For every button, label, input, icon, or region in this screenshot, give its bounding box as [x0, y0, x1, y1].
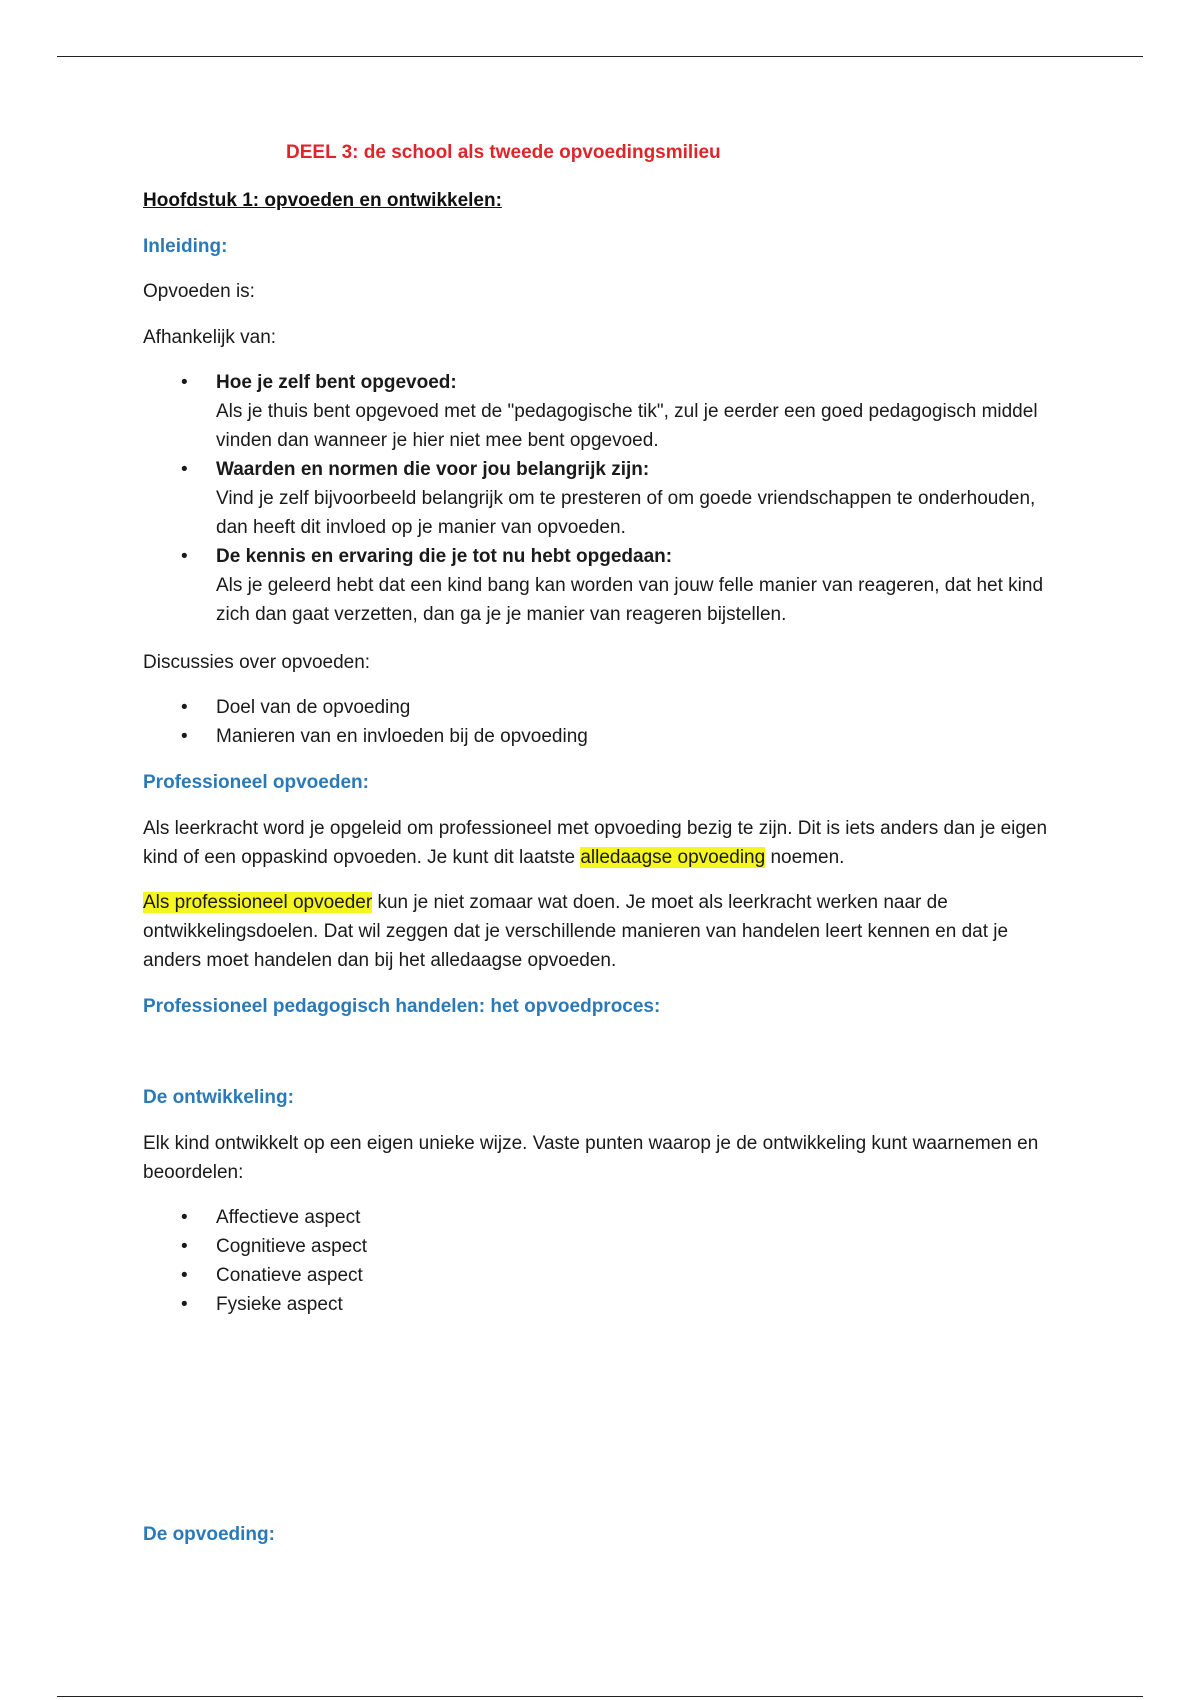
heading-pedagogisch-handelen: Professioneel pedagogisch handelen: het opvoedproces:: [143, 996, 661, 1017]
list-item-title: Hoe je zelf bent opgevoed:: [216, 372, 457, 393]
bullet-icon: •: [181, 697, 188, 718]
chapter-title: Hoofdstuk 1: opvoeden en ontwikkelen:: [143, 190, 502, 211]
top-rule: [57, 56, 1143, 57]
list-item: [143, 368, 1063, 455]
list-item: [143, 1232, 1063, 1261]
heading-opvoeding: De opvoeding:: [143, 1524, 275, 1545]
bullet-icon: •: [181, 372, 188, 393]
ontwikkeling-list: [143, 1203, 1063, 1319]
list-item-text: Als je geleerd hebt dat een kind bang kan worden van jouw felle manier van reageren, dat het kind zich dan gaat verzetten, dan ga je je manier van reageren bijstellen.: [216, 575, 1044, 625]
heading-ontwikkeling: De ontwikkeling:: [143, 1087, 294, 1108]
bullet-icon: •: [181, 1236, 188, 1257]
professioneel-paragraph-2: [143, 888, 1063, 975]
list-item-title: Waarden en normen die voor jou belangrijk zijn:: [216, 459, 650, 480]
bullet-icon: •: [181, 546, 188, 567]
paragraph-text: Als leerkracht word je opgeleid om professioneel met opvoeding bezig te zijn. Dit is iets anders dan je eigen kind of een oppaskind opvoeden. Je kunt dit laatste: [143, 818, 1048, 868]
opvoeden-is-label: Opvoeden is:: [143, 281, 255, 302]
paragraph-text: kun je niet zomaar wat doen. Je moet als leerkracht werken naar de ontwikkelingsdoelen. Dat wil zeggen dat je verschillende manieren van handelen leert kennen en dat je anders moet handelen dan bij het alledaagse opvoeden.: [143, 892, 1009, 971]
discussies-list: [143, 693, 1063, 751]
heading-inleiding: Inleiding:: [143, 236, 228, 257]
highlight-alledaagse-opvoeding: alledaagse opvoeding: [580, 847, 766, 868]
deel-title: DEEL 3: de school als tweede opvoedingsmilieu: [286, 142, 721, 163]
bullet-icon: •: [181, 726, 188, 747]
bottom-rule: [57, 1696, 1143, 1697]
discussies-label: Discussies over opvoeden:: [143, 652, 371, 673]
bullet-icon: •: [181, 1207, 188, 1228]
list-item-text: Cognitieve aspect: [216, 1236, 368, 1257]
list-item-title: De kennis en ervaring die je tot nu hebt opgedaan:: [216, 546, 673, 567]
list-item-text: Manieren van en invloeden bij de opvoeding: [216, 726, 588, 747]
bullet-icon: •: [181, 459, 188, 480]
paragraph-text: noemen.: [765, 847, 845, 868]
bullet-icon: •: [181, 1294, 188, 1315]
professioneel-paragraph-1: [143, 814, 1063, 872]
list-item: [143, 1203, 1063, 1232]
bullet-icon: •: [181, 1265, 188, 1286]
list-item: [143, 455, 1063, 542]
list-item-text: Conatieve aspect: [216, 1265, 363, 1286]
list-item: [143, 1290, 1063, 1319]
heading-professioneel: Professioneel opvoeden:: [143, 772, 369, 793]
list-item-text: Vind je zelf bijvoorbeeld belangrijk om te presteren of om goede vriendschappen te onderhouden, dan heeft dit invloed op je manier van opvoeden.: [216, 488, 1036, 538]
ontwikkeling-paragraph: Elk kind ontwikkelt op een eigen unieke wijze. Vaste punten waarop je de ontwikkeling kunt waarnemen en beoordelen:: [143, 1133, 1039, 1183]
list-item-text: Doel van de opvoeding: [216, 697, 411, 718]
list-item: [143, 693, 1063, 722]
highlight-professioneel-opvoeder: Als professioneel opvoeder: [143, 892, 373, 913]
afhankelijk-van-label: Afhankelijk van:: [143, 327, 277, 348]
list-item: [143, 1261, 1063, 1290]
list-item: [143, 722, 1063, 751]
afhankelijk-list: [143, 368, 1063, 629]
list-item-text: Als je thuis bent opgevoed met de "pedagogische tik", zul je eerder een goed pedagogisch middel vinden dan wanneer je hier niet mee bent opgevoed.: [216, 401, 1038, 451]
list-item-text: Fysieke aspect: [216, 1294, 343, 1315]
list-item-text: Affectieve aspect: [216, 1207, 361, 1228]
list-item: [143, 542, 1063, 629]
